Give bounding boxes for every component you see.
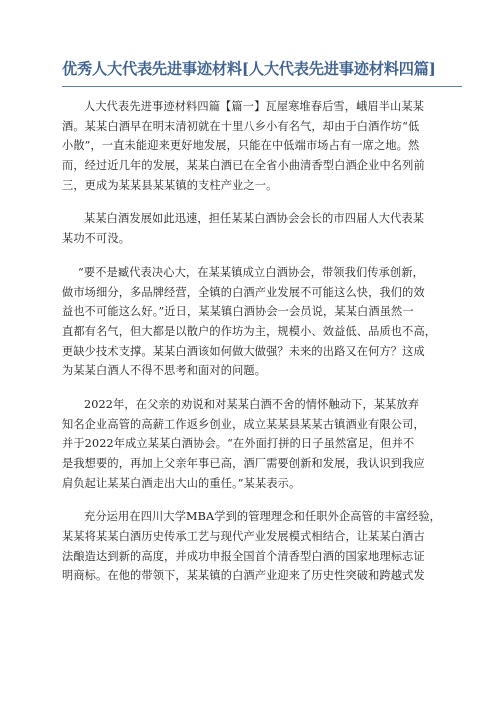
text-line: 明商标。在他的带领下，某某镇的白酒产业迎来了历史性突破和跨越式发 [62,569,425,583]
text-line: 做市场细分，多品牌经营，全镇的白酒产业发展不可能这么快，我们的效 [62,285,425,299]
text-line: 某某白酒发展如此迅速，担任某某白酒协会会长的市四届人大代表某 [84,212,425,226]
text-line: 肩负起让某某白酒走出大山的重任。”某某表示。 [62,476,301,490]
text-line: 知名企业高管的高薪工作返乡创业，成立某某县某某古镇酒业有限公司， [62,417,425,431]
text-line: 小散”，一直未能迎来更好地发展，只能在中低端市场占有一席之地。然 [62,139,420,153]
text-line: 某某将某某白酒历史传承工艺与现代产业发展模式相结合，让某某白酒古 [62,530,425,544]
text-line: 人大代表先进事迹材料四篇【篇一】瓦屋寒堆春后雪，峨眉半山某某 [84,100,425,113]
text-line: 某功不可没。 [62,232,131,246]
text-line: 益也不可能这么好。”近日，某某镇白酒协会一会员说，某某白酒虽然一 [62,305,414,319]
text-line: 酒。某某白酒早在明末清初就在十里八乡小有名气，却由于白酒作坊“低 [62,119,420,133]
text-line: 更缺少技术支撑。某某白酒该如何做大做强？未来的出路又在何方？这成 [62,344,425,358]
text-line: 并于2022年成立某某白酒协会。“在外面打拼的日子虽然富足，但并不 [62,437,415,451]
text-line: 为某某白酒人不得不思考和面对的问题。 [62,364,267,378]
paragraph-2 [62,209,462,248]
text-line: 充分运用在四川大学MBA学到的管理理念和任职外企高管的丰富经验， [84,510,441,524]
paragraph-5 [62,507,462,586]
text-line: 三，更成为某某县某某镇的支柱产业之一。 [62,178,278,192]
text-line: 直都有名气，但大都是以散户的作坊为主，规模小、效益低、品质也不高， [62,324,437,338]
text-line: 法酿造达到新的高度，并成功申报全国首个清香型白酒的国家地理标志证 [62,549,425,563]
text-line: 而，经过近几年的发展，某某白酒已在全省小曲清香型白酒企业中名列前 [62,159,425,173]
text-line: 是我想要的，再加上父亲年事已高，酒厂需要创新和发展，我认识到我应 [62,457,425,470]
text-line: 2022年，在父亲的劝说和对某某白酒不舍的情怀触动下，某某放弃 [84,397,420,411]
paragraph-3 [62,263,462,381]
document-title: 优秀人大代表先进事迹材料[人大代表先进事迹材料四篇] [62,60,436,78]
paragraph-1 [62,97,462,195]
title-underline [62,86,462,87]
paragraph-4 [62,395,462,493]
document-body [62,97,462,586]
text-line: “要不是臧代表决心大，在某某镇成立白酒协会，带领我们传承创新， [78,265,424,279]
